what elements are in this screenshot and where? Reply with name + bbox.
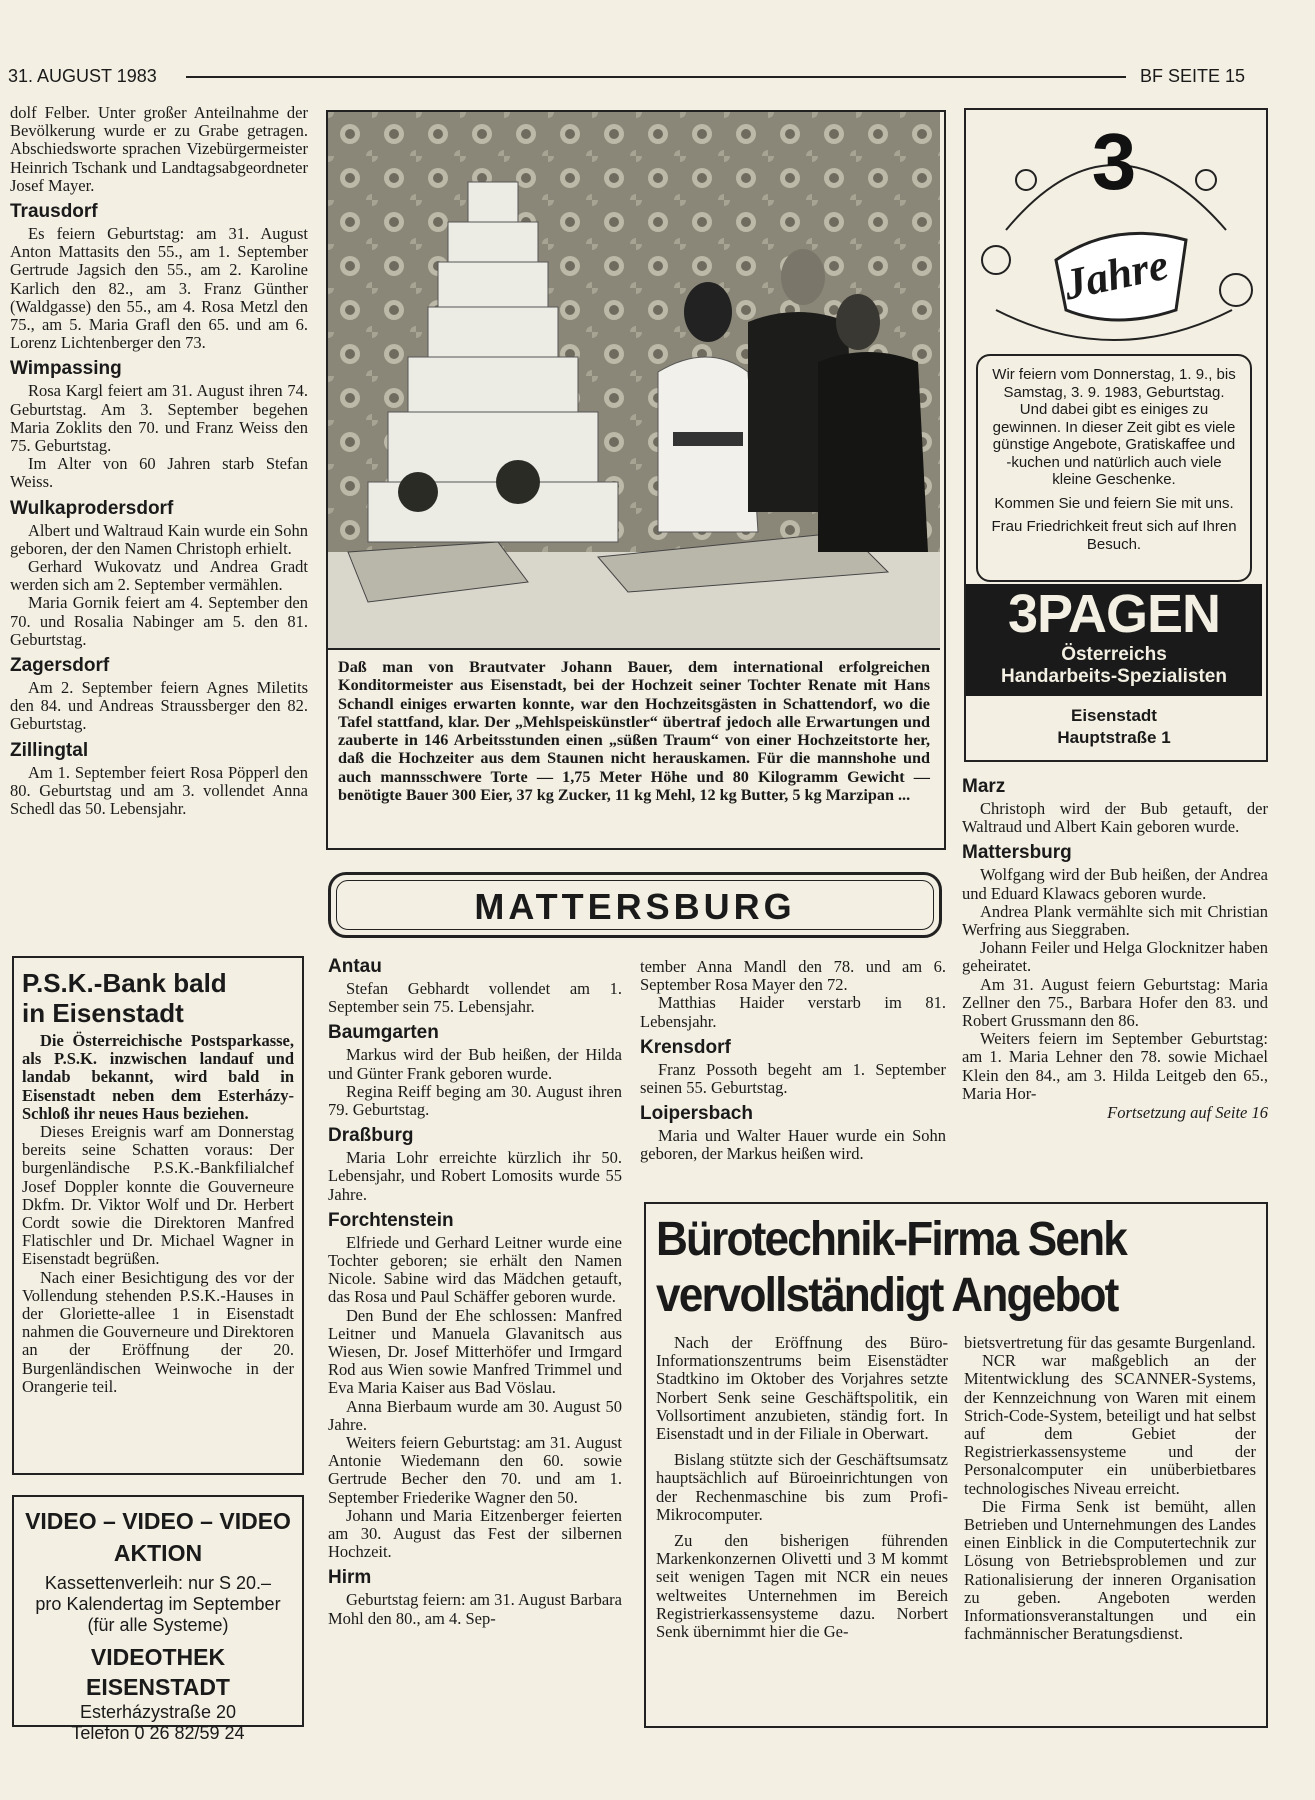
paragraph: Albert und Waltraud Kain wurde ein Sohn geboren, der den Namen Christoph erhielt. xyxy=(10,520,308,558)
paragraph: Dieses Ereignis warf am Donnerstag bereits seine Schatten voraus: Der burgenländische P.S.K.-Bankfilialchef Josef Doppler konnte die Gouverneure Dkfm. Dr. Viktor Wolf und Dr. Herbert Cordt sowie die Direktoren Manfred Flatischler und Dr. Michael Wagner in Eisenstadt begrüßen. xyxy=(22,1122,294,1269)
section-title: Krensdorf xyxy=(640,1036,731,1058)
section-title: Zagersdorf xyxy=(10,655,110,677)
video-ad-address: Esterházystraße 20 xyxy=(79,1702,237,1722)
pagen-ad-box xyxy=(964,108,1268,762)
section-title: Wulkaprodersdorf xyxy=(10,497,174,519)
section-title: Forchtenstein xyxy=(328,1209,454,1231)
paragraph: Markus wird der Bub heißen, der Hilda und Günter Frank geboren wurde. xyxy=(328,1045,622,1083)
section-title: Antau xyxy=(328,956,382,977)
paragraph: Wolfgang wird der Bub heißen, der Andrea und Eduard Klawacs geboren wurde. xyxy=(962,865,1268,903)
paragraph: Geburtstag feiern: am 31. August Barbara Mohl den 80., am 4. Sep- xyxy=(328,1590,622,1628)
section-title: Hirm xyxy=(328,1567,372,1589)
video-ad-box xyxy=(12,1495,304,1743)
video-ad-store: VIDEOTHEK EISENSTADT xyxy=(86,1644,230,1700)
section-title: Zillingtal xyxy=(10,739,89,761)
paragraph: Den Bund der Ehe schlossen: Manfred Leitner und Manuela Glavanitsch aus Wiesen, Dr. Josef Mitterhöfer und Irmgard Rod aus Wien sowie Manfred Trimmel und Eva Maria Kaiser aus Bad Vöslau. xyxy=(328,1305,622,1398)
pagen-ad-invite: Kommen Sie und feiern Sie mit uns. xyxy=(994,494,1234,512)
senk-col-right xyxy=(964,1334,1256,1643)
pagen-ad-info-box xyxy=(976,354,1252,582)
paragraph: Anna Bierbaum wurde am 30. August 50 Jahre. xyxy=(328,1396,622,1434)
mattersburg-banner xyxy=(328,872,942,938)
video-ad-phone: Telefon 0 26 82/59 24 xyxy=(71,1723,245,1743)
header-rule xyxy=(186,76,1126,78)
video-ad-aktion: AKTION xyxy=(113,1540,203,1566)
photo-caption-area xyxy=(328,648,940,812)
paragraph: NCR war maßgeblich an der Mitentwicklung des SCANNER-Systems, der Kennzeichnung von Waren mit einem Strich-Code-System, beteiligt und hat selbst auf dem Gebiet der Registrierkassensysteme und der Personalcomputer ein unüberbietbares technologisches Niveau erreicht. xyxy=(964,1351,1256,1498)
paragraph: Christoph wird der Bub getauft, der Waltraud und Albert Kain geboren wurde. xyxy=(962,799,1268,837)
section-title: Loipersbach xyxy=(640,1103,753,1125)
senk-col-left xyxy=(656,1334,948,1643)
video-ad-headline: VIDEO – VIDEO – VIDEO xyxy=(25,1508,291,1534)
paragraph: Stefan Gebhardt vollendet am 1. September sein 75. Lebensjahr. xyxy=(328,979,622,1017)
paragraph: Regina Reiff beging am 30. August ihren 79. Geburtstag. xyxy=(328,1081,622,1120)
pagen-brand: 3PAGEN xyxy=(1007,584,1221,644)
paragraph: Die Firma Senk ist bemüht, allen Betrieben und Unternehmungen des Landes einen Einblick in die Computertechnik zur Lösung von Betriebsproblemen und zur Rationalisierung der inneren Organisation zu geben. Angeboten werden Informationsveranstaltungen und ein fachmännischer Beratungsdienst. xyxy=(964,1496,1256,1644)
paragraph: Am 1. September feiert Rosa Pöpperl den 80. Geburtstag und am 3. vollendet Anna Schedl das 50. Lebensjahr. xyxy=(10,762,308,819)
column-4 xyxy=(962,770,1268,1123)
psk-title: P.S.K.-Bank bald in Eisenstadt xyxy=(22,968,227,1028)
section-title: Marz xyxy=(962,776,1006,797)
col3-intro: tember Anna Mandl den 78. und am 6. September Rosa Mayer den 72. xyxy=(640,957,946,995)
paragraph: Johann und Maria Eitzenberger feierten am 30. August das Fest der silbernen Hochzeit. xyxy=(328,1505,622,1562)
pagen-brand-banner xyxy=(966,584,1262,696)
column-2 xyxy=(328,950,622,1628)
mattersburg-title: MATTERSBURG xyxy=(474,886,796,927)
paragraph: Maria Gornik feiert am 4. September den 70. und Rosalia Nabinger am 5. den 81. Geburtstag. xyxy=(10,593,308,649)
continued-note: Fortsetzung auf Seite 16 xyxy=(1107,1103,1268,1123)
section-title: Wimpassing xyxy=(10,358,122,380)
paragraph: Im Alter von 60 Jahren starb Stefan Weiss. xyxy=(10,454,308,492)
paragraph: Maria und Walter Hauer wurde ein Sohn geboren, der Markus heißen wird. xyxy=(640,1126,946,1164)
paragraph: Elfriede und Gerhard Leitner wurde eine Tochter geboren; sie erhält den Namen Nicole. Sabine wird das Mädchen getauft, das Rosa und Paul Schäffer geboren wurde. xyxy=(328,1232,622,1307)
video-ad-period: pro Kalendertag im September xyxy=(35,1594,281,1614)
paragraph: Matthias Haider verstarb im 81. Lebensjahr. xyxy=(640,993,946,1031)
paragraph: Rosa Kargl feiert am 31. August ihren 74. Geburtstag. Am 3. September begehen Maria Zoklits den 70. und Franz Weiss den 75. Geburtstag. xyxy=(10,381,308,456)
paragraph: Gerhard Wukovatz und Andrea Gradt werden sich am 2. September vermählen. xyxy=(10,557,308,595)
paragraph: Nach der Eröffnung des Büro-Informationszentrums beim Eisenstädter Stadtkino im Oktober des Vorjahres setzte Norbert Senk seine Geschäftspolitik, ein Vollsortiment anzubieten, ständig fort. In Eisenstadt und in der Filiale in Oberwart. xyxy=(656,1333,948,1444)
header-page: BF SEITE 15 xyxy=(1140,66,1246,86)
paragraph: Bislang stützte sich der Geschäftsumsatz hauptsächlich auf Büroeinrichtungen von der Rechenmaschine bis zum Profi-Mikrocomputer. xyxy=(656,1450,948,1524)
pagen-ad-greeting: Frau Friedrichkeit freut sich auf Ihren Besuch. xyxy=(991,518,1237,553)
pagen-city: Eisenstadt xyxy=(1071,706,1157,725)
wedding-cake-photo xyxy=(328,112,940,648)
column-3 xyxy=(640,958,946,1164)
paragraph: Weiters feiern Geburtstag: am 31. August Antonie Wiedemann den 60. sowie Gertrude Becher den 70. und am 1. September Friederike Wagner den 50. xyxy=(328,1433,622,1507)
paragraph: Am 2. September feiern Agnes Miletits den 84. und Andreas Straussberger den 82. Geburtstag. xyxy=(10,678,308,734)
senk-article-box xyxy=(644,1202,1268,1728)
pagen-ad-text: Wir feiern vom Donnerstag, 1. 9., bis Samstag, 3. 9. 1983, Geburtstag. Und dabei gibt es einiges zu gewinnen. In dieser Zeit gibt es viele günstige Angebote, Gratiskaffee und -kuchen und natürlich auch viele kleine Geschenke. xyxy=(992,366,1236,488)
badge-number: 3 xyxy=(1091,117,1137,206)
section-title: Baumgarten xyxy=(328,1022,439,1044)
paragraph: Es feiern Geburtstag: am 31. August Anton Mattasits den 55., am 1. September Gertrude Jagsich den 55., am 2. Karoline Karlich den 82., am 3. Franz Günther (Waldgasse) den 55., am 4. Rosa Metzl den 75., am 5. Maria Grafl den 65. und am 6. Lorenz Lichtenberger den 73. xyxy=(10,224,308,353)
senk-title-2: vervollständigt Angebot xyxy=(656,1269,1118,1322)
paragraph: Zu den bisherigen führenden Markenkonzernen Olivetti und 3 M kommt seit wenigen Tagen mit NCR ein neues weltweites Unternehmen im Bereich Registrierkassensysteme dazu. Norbert Senk übernimmt hier die Ge- xyxy=(656,1531,948,1642)
paragraph: Nach einer Besichtigung des vor der Vollendung stehenden P.S.K.-Hauses in der Gloriette-allee 1 in Eisenstadt nahmen die Gouverneure und Direktoren an der Eröffnung der 20. Burgenländischen Weinwoche in der Orangerie teil. xyxy=(22,1267,294,1396)
pagen-sub2: Handarbeits-Spezialisten xyxy=(1001,666,1227,687)
psk-article-box xyxy=(12,956,304,1475)
paragraph: Am 31. August feiern Geburtstag: Maria Zellner den 75., Barbara Hofer den 83. und Robert Grussmann den 86. xyxy=(962,974,1268,1031)
pagen-street: Hauptstraße 1 xyxy=(1057,728,1171,747)
col1-intro: dolf Felber. Unter großer Anteilnahme der Bevölkerung wurde er zu Grabe getragen. Abschiedsworte sprachen Vizebürgermeister Heinrich Tschank und Landtagsabgeordneter Josef Mayer. xyxy=(10,103,308,195)
header-date: 31. AUGUST 1983 xyxy=(8,66,157,86)
paragraph: Weiters feiern im September Geburtstag: am 1. Maria Lehner den 78. sowie Michael Klein den 84., am 3. Hilda Leitgeb den 65., Maria Hor- xyxy=(962,1029,1268,1103)
video-ad-systems: (für alle Systeme) xyxy=(87,1615,229,1635)
section-title: Mattersburg xyxy=(962,842,1072,864)
column-1 xyxy=(10,104,308,818)
paragraph: Maria Lohr erreichte kürzlich ihr 50. Lebensjahr, und Robert Lomosits wurde 55 Jahre. xyxy=(328,1148,622,1204)
section-title: Draßburg xyxy=(328,1125,414,1147)
psk-lead: Die Österreichische Postsparkasse, als P.S.K. inzwischen landauf und landab bekannt, wird bald in Eisenstadt neben dem Esterházy-Schloß ihr neues Haus beziehen. xyxy=(22,1031,294,1123)
paragraph: bietsvertretung für das gesamte Burgenland. xyxy=(964,1333,1256,1352)
wedding-photo-box xyxy=(326,110,946,850)
section-title: Trausdorf xyxy=(10,201,98,223)
paragraph: Andrea Plank vermählte sich mit Christian Werfring aus Sieggraben. xyxy=(962,901,1268,940)
photo-caption: Daß man von Brautvater Johann Bauer, dem international erfolgreichen Konditormeister aus Eisenstadt, bei der Hochzeit seiner Tochter Renate mit Hans Schandl einiges erwarten konnte, war den Hochzeitsgästen in Schattendorf, wo die Tafel stattfand, klar. Der „Mehlspeiskünstler“ übertraf jedoch alle Erwartungen und zauberte in 146 Arbeitsstunden einen „süßen Traum“ von einer Hochzeitstorte her, daß die Hochzeiter aus dem Staunen nicht herauskamen. Für die mannshohe und auch mannsschwere Torte — 1,75 Meter Höhe und 80 Kilogramm Gewicht — benötigte Bauer 300 Eier, 37 kg Zucker, 11 kg Mehl, 12 kg Butter, 5 kg Marzipan ... xyxy=(338,658,930,805)
paragraph: Franz Possoth begeht am 1. September seinen 55. Geburtstag. xyxy=(640,1059,946,1098)
paragraph: Johann Feiler und Helga Glocknitzer haben geheiratet. xyxy=(962,938,1268,976)
pagen-sub1: Österreichs xyxy=(1061,644,1167,665)
senk-title-1: Bürotechnik-Firma Senk xyxy=(656,1213,1126,1266)
badge-word: Jahre xyxy=(1059,239,1173,310)
video-ad-price: Kassettenverleih: nur S 20.– xyxy=(44,1573,272,1593)
